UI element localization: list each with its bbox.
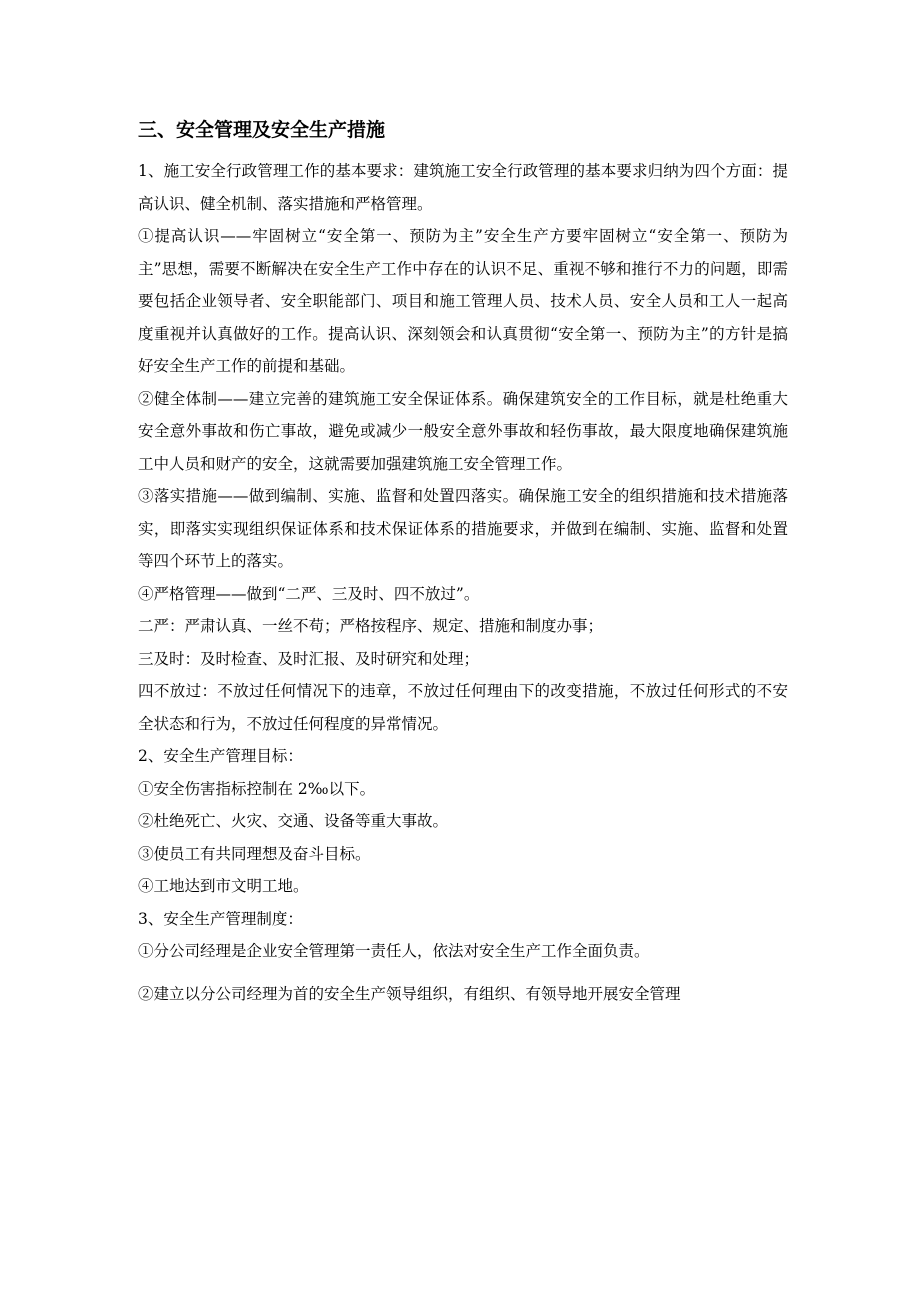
paragraph-system-2: ②建立以分公司经理为首的安全生产领导组织，有组织、有领导地开展安全管理 (138, 984, 681, 1003)
document-page (138, 115, 788, 1010)
paragraph-goal-1: ①安全伤害指标控制在 2‰以下。 (138, 779, 376, 798)
paragraph-strict-management: ④严格管理——做到“二严、三及时、四不放过”。 (138, 584, 480, 603)
paragraph-three-timely: 三及时：及时检查、及时汇报、及时研究和处理； (138, 649, 480, 668)
paragraph-safety-goals-title: 2、安全生产管理目标： (138, 747, 303, 765)
paragraph-goal-4: ④工地达到市文明工地。 (138, 877, 309, 895)
paragraph-implement-measures: ③落实措施——做到编制、实施、监督和处置四落实。确保施工安全的组织措施和技术措施落实，即落实实现组织保证体系和技术保证体系的措施要求，并做到在编制、实施、监督和处置等四个环节上的落实。 (138, 487, 788, 570)
paragraph-goal-2: ②杜绝死亡、火灾、交通、设备等重大事故。 (138, 812, 449, 830)
paragraph-four-no-let-go: 四不放过：不放过任何情况下的违章，不放过任何理由下的改变措施，不放过任何形式的不安全状态和行为，不放过任何程度的异常情况。 (138, 682, 788, 733)
paragraph-sound-system: ②健全体制——建立完善的建筑施工安全保证体系。确保建筑安全的工作目标，就是杜绝重大安全意外事故和伤亡事故，避免或减少一般安全意外事故和轻伤事故，最大限度地确保建筑施工中人员和财产的安全，这就需要加强建筑施工安全管理工作。 (138, 389, 788, 473)
paragraph-system-1: ①分公司经理是企业安全管理第一责任人，依法对安全生产工作全面负责。 (138, 942, 650, 960)
paragraph-two-strict: 二严：严肃认真、一丝不苟；严格按程序、规定、措施和制度办事； (138, 617, 604, 635)
paragraph-raise-awareness: ①提高认识——牢固树立“安全第一、预防为主”安全生产方要牢固树立“安全第一、预防为主”思想，需要不断解决在安全生产工作中存在的认识不足、重视不够和推行不力的问题，即需要包括企业领导者、安全职能部门、项目和施工管理人员、技术人员、安全人员和工人一起高度重视并认真做好的工作。提高认识、深刻领会和认真贯彻“安全第一、预防为主”的方针是搞好安全生产工作的前提和基础。 (138, 227, 788, 375)
paragraph-safety-system-title: 3、安全生产管理制度： (138, 909, 303, 928)
paragraph-goal-3: ③使员工有共同理想及奋斗目标。 (138, 844, 371, 863)
section-heading: 三、安全管理及安全生产措施 (138, 119, 386, 141)
paragraph-admin-requirements: 1、施工安全行政管理工作的基本要求：建筑施工安全行政管理的基本要求归纳为四个方面：提高认识、健全机制、落实措施和严格管理。 (138, 162, 788, 213)
